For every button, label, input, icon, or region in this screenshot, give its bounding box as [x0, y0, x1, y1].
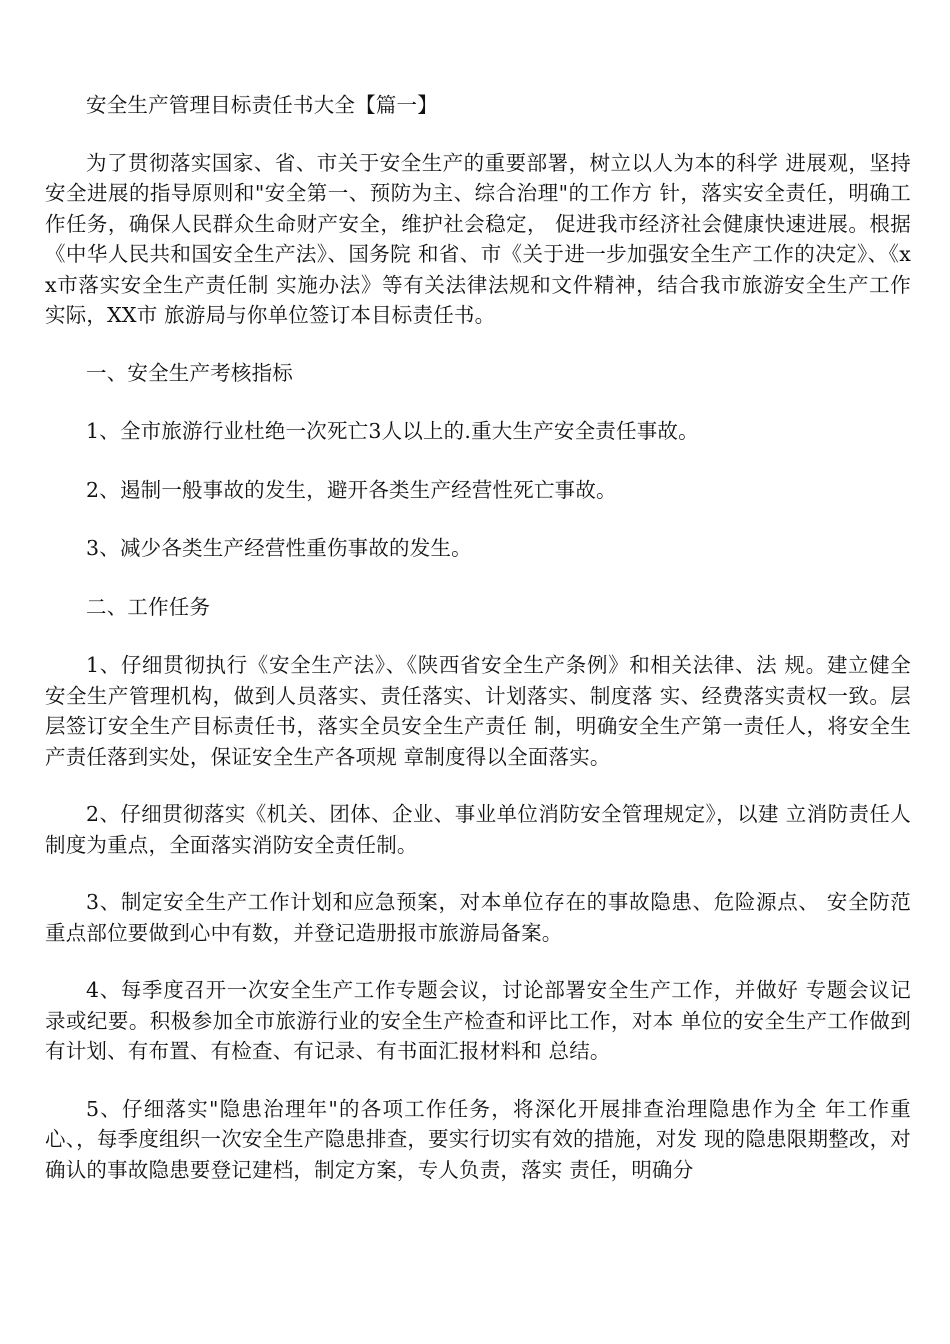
indicator-item-2: 2、遏制一般事故的发生，避开各类生产经营性死亡事故。	[86, 477, 617, 502]
document-body	[45, 90, 911, 1212]
indicator-item-3: 3、减少各类生产经营性重伤事故的发生。	[86, 536, 472, 560]
document-title: 安全生产管理目标责任书大全【篇一】	[86, 93, 438, 117]
task-item-1: 1、仔细贯彻执行《安全生产法》、《陕西省安全生产条例》和相关法律、法 规。建立健全安全生产管理机构，做到人员落实、责任落实、计划落实、制度落 实、经费落实责权一致。层层签订安全生产目标责任书，落实全员安全生产责任 制，明确安全生产第一责任人，将安全生产责任落到实处，保证安全生产各项规 章制度得以全面落实。	[45, 653, 911, 769]
task-item-2: 2、仔细贯彻落实《机关、团体、企业、事业单位消防安全管理规定》，以建 立消防责任人制度为重点，全面落实消防安全责任制。	[45, 802, 911, 857]
paragraph-intro: 为了贯彻落实国家、省、市关于安全生产的重要部署，树立以人为本的科学 进展观，坚持安全进展的指导原则和"安全第一、预防为主、综合治理"的工作方 针，落实安全责任，明确工作任务，确保人民群众生命财产安全，维护社会稳定， 促进我市经济社会健康快速进展。根据《中华人民共和国安全生产法》、国务院 和省、市《关于进一步加强安全生产工作的决定》、《xx市落实安全生产责任制 实施办法》等有关法律法规和文件精神，结合我市旅游安全生产工作实际，XX市 旅游局与你单位签订本目标责任书。	[45, 150, 911, 327]
section-heading-tasks: 二、工作任务	[86, 594, 211, 619]
task-item-4: 4、每季度召开一次安全生产工作专题会议，讨论部署安全生产工作，并做好 专题会议记录或纪要。积极参加全市旅游行业的安全生产检查和评比工作，对本 单位的安全生产工作做到有计划、有布置、有检查、有记录、有书面汇报材料和 总结。	[45, 978, 911, 1063]
indicator-item-1: 1、全市旅游行业杜绝一次死亡3人以上的.重大生产安全责任事故。	[86, 419, 699, 443]
task-item-5: 5、仔细落实"隐患治理年"的各项工作任务，将深化开展排查治理隐患作为全 年工作重心、，每季度组织一次安全生产隐患排查，要实行切实有效的措施，对发 现的隐患限期整改，对确认的事故隐患要登记建档，制定方案，专人负责，落实 责任，明确分	[45, 1096, 911, 1182]
section-heading-indicators: 一、安全生产考核指标	[86, 360, 293, 385]
task-item-3: 3、制定安全生产工作计划和应急预案，对本单位存在的事故隐患、危险源点、 安全防范重点部位要做到心中有数，并登记造册报市旅游局备案。	[45, 890, 911, 945]
